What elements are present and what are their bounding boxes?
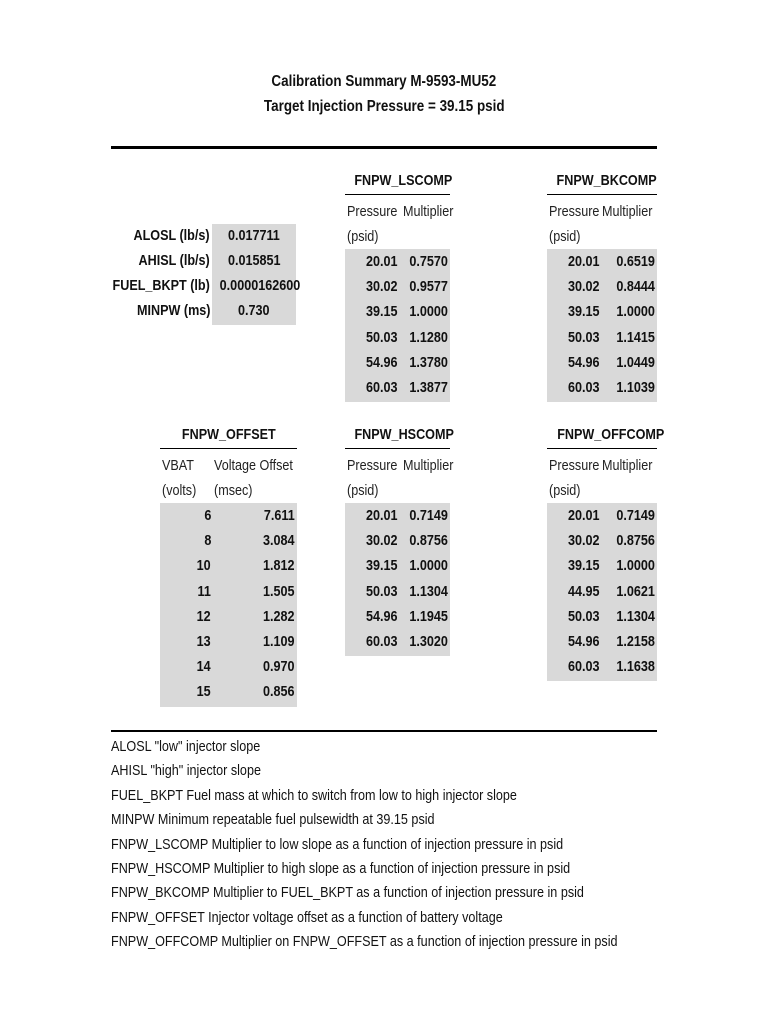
table-cell: 1.1304	[409, 582, 448, 600]
param-value: 0.0000162600	[219, 277, 301, 294]
table-cell: 1.0000	[616, 303, 655, 321]
table-cell: 1.109	[263, 633, 295, 650]
table-cell: 39.15	[568, 303, 600, 321]
table-cell: 20.01	[568, 507, 600, 524]
param-label: AHISL (lb/s)	[138, 252, 210, 269]
legend	[111, 735, 714, 955]
column-header: Multiplier	[602, 457, 653, 474]
table-cell: 15	[196, 683, 211, 701]
table-title-underline	[160, 448, 297, 449]
legend-item: ALOSL "low" injector slope	[111, 738, 261, 755]
param-value: 0.015851	[227, 252, 281, 269]
table-cell: 60.03	[366, 379, 398, 396]
page-subtitle: Target Injection Pressure = 39.15 psid	[263, 98, 505, 115]
table-cell: 30.02	[568, 278, 600, 296]
table-cell: 54.96	[366, 353, 398, 371]
table-cell: 0.8756	[616, 532, 655, 550]
table-cell: 1.1945	[409, 607, 448, 625]
table-cell: 1.1304	[616, 607, 655, 625]
column-header-unit: (psid)	[347, 482, 379, 499]
table-cell: 50.03	[568, 328, 600, 346]
legend-item: FNPW_OFFCOMP Multiplier on FNPW_OFFSET as a function of injection pressure in psid	[111, 933, 618, 951]
table-cell: 1.0000	[409, 303, 448, 321]
column-header: Pressure	[549, 203, 600, 220]
legend-item: MINPW Minimum repeatable fuel pulsewidth at 39.15 psid	[111, 811, 435, 829]
table-cell: 1.812	[263, 557, 295, 575]
table-cell: 50.03	[568, 607, 600, 625]
legend-divider	[111, 730, 657, 732]
table-cell: 1.282	[263, 607, 295, 625]
table-cell: 10	[196, 557, 211, 575]
table-cell: 39.15	[366, 303, 398, 321]
table-cell: 1.0000	[616, 557, 655, 575]
table-cell: 11	[197, 582, 211, 600]
header-divider	[111, 146, 657, 149]
table-cell: 1.0449	[616, 353, 655, 371]
table-cell: 1.3020	[409, 633, 448, 650]
table-cell: 60.03	[366, 633, 398, 650]
table-title: FNPW_LSCOMP	[354, 172, 453, 189]
param-label: MINPW (ms)	[136, 302, 210, 319]
page-title: Calibration Summary M-9593-MU52	[271, 73, 497, 90]
table-cell: 1.2158	[616, 633, 655, 650]
table-cell: 44.95	[568, 582, 600, 600]
table-title: FNPW_HSCOMP	[354, 426, 454, 443]
table-cell: 54.96	[366, 607, 398, 625]
table-cell: 0.8756	[409, 532, 448, 550]
column-header-unit: (psid)	[549, 228, 581, 245]
table-cell: 12	[196, 607, 211, 625]
column-header-unit: (psid)	[549, 482, 581, 499]
column-header: Pressure	[347, 457, 398, 474]
table-title-underline	[345, 194, 450, 195]
legend-item: FNPW_BKCOMP Multiplier to FUEL_BKPT as a function of injection pressure in psid	[111, 884, 584, 902]
legend-item: AHISL "high" injector slope	[111, 762, 261, 780]
table-cell: 60.03	[568, 658, 600, 676]
table-cell: 1.1415	[616, 328, 655, 346]
column-header: Multiplier	[602, 203, 653, 220]
table-cell: 0.6519	[616, 253, 655, 270]
table-cell: 30.02	[366, 278, 398, 296]
table-title: FNPW_OFFCOMP	[557, 426, 665, 443]
table-cell: 39.15	[568, 557, 600, 575]
table-cell: 13	[196, 633, 211, 650]
table-cell: 3.084	[263, 532, 295, 550]
column-header: Pressure	[347, 203, 398, 220]
table-cell: 20.01	[366, 507, 398, 524]
table-cell: 8	[203, 532, 211, 550]
table-cell: 0.8444	[616, 278, 655, 296]
table-title: FNPW_OFFSET	[181, 426, 276, 443]
column-header-unit: (volts)	[162, 482, 197, 499]
table-cell: 1.1039	[616, 379, 655, 396]
table-cell: 1.0621	[616, 582, 655, 600]
legend-item: FUEL_BKPT Fuel mass at which to switch from low to high injector slope	[111, 786, 517, 804]
table-cell: 1.3877	[409, 379, 448, 396]
table-cell: 0.7149	[409, 507, 448, 524]
table-cell: 39.15	[366, 557, 398, 575]
table-cell: 0.9577	[409, 278, 448, 296]
param-label: ALOSL (lb/s)	[133, 227, 210, 244]
legend-item: FNPW_OFFSET Injector voltage offset as a function of battery voltage	[111, 908, 503, 926]
column-header-unit: (psid)	[347, 228, 379, 245]
param-value: 0.730	[238, 302, 270, 319]
column-header: Multiplier	[403, 457, 454, 474]
table-cell: 7.611	[264, 507, 295, 524]
table-cell: 54.96	[568, 353, 600, 371]
column-header-unit: (msec)	[214, 482, 253, 499]
table-cell: 30.02	[568, 532, 600, 550]
param-label: FUEL_BKPT (lb)	[112, 277, 210, 294]
column-header: VBAT	[162, 457, 194, 474]
legend-item: FNPW_LSCOMP Multiplier to low slope as a function of injection pressure in psid	[111, 835, 564, 853]
table-cell: 14	[196, 658, 211, 676]
table-cell: 0.7149	[616, 507, 655, 524]
column-header: Voltage Offset	[214, 457, 293, 474]
table-cell: 30.02	[366, 532, 398, 550]
column-header: Multiplier	[403, 203, 454, 220]
table-cell: 1.3780	[409, 353, 448, 371]
table-cell: 60.03	[568, 379, 600, 396]
table-cell: 50.03	[366, 582, 398, 600]
table-cell: 50.03	[366, 328, 398, 346]
table-cell: 54.96	[568, 633, 600, 650]
table-cell: 0.970	[263, 658, 295, 676]
table-title: FNPW_BKCOMP	[556, 172, 657, 189]
table-cell: 1.1638	[616, 658, 655, 676]
param-value: 0.017711	[228, 227, 280, 244]
table-cell: 20.01	[366, 253, 398, 270]
table-cell: 1.1280	[409, 328, 448, 346]
table-cell: 1.505	[263, 582, 295, 600]
table-cell: 0.7570	[409, 253, 448, 270]
table-cell: 1.0000	[409, 557, 448, 575]
table-cell: 6	[203, 507, 211, 524]
table-cell: 0.856	[263, 683, 295, 701]
column-header: Pressure	[549, 457, 600, 474]
table-cell: 20.01	[568, 253, 600, 270]
legend-item: FNPW_HSCOMP Multiplier to high slope as a function of injection pressure in psid	[111, 859, 571, 877]
table-title-underline	[547, 194, 657, 195]
table-title-underline	[547, 448, 657, 449]
table-title-underline	[345, 448, 450, 449]
